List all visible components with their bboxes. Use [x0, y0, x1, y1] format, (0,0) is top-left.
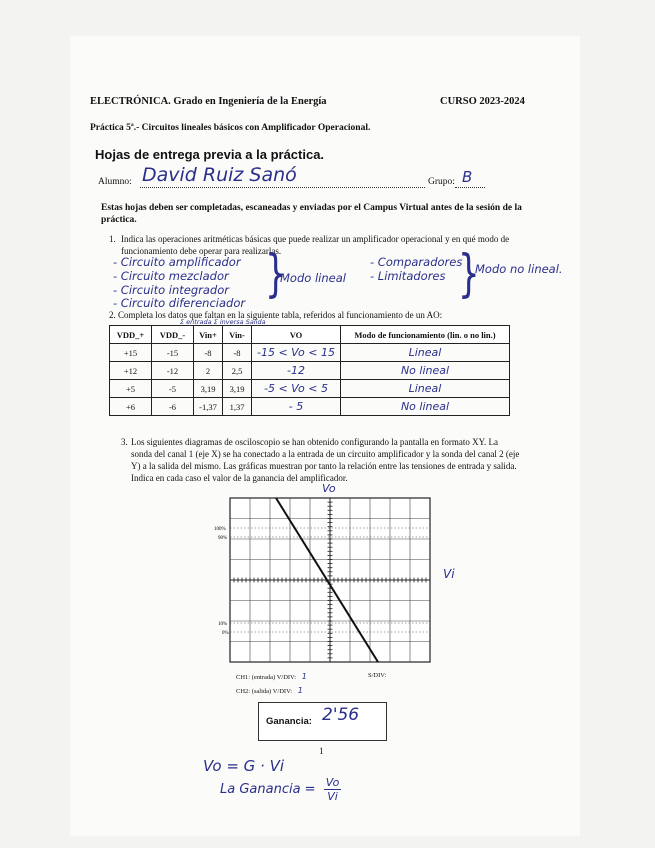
page-number: 1	[319, 746, 324, 756]
question-3	[121, 436, 521, 484]
linear-op-3: - Circuito integrador	[113, 283, 229, 297]
ch2-row	[236, 686, 303, 695]
table-cell: - 5	[252, 398, 341, 416]
formula-fraction	[324, 776, 342, 803]
question-3-number: 3.	[121, 437, 128, 447]
table-cell: +15	[110, 344, 152, 362]
instructions-paragraph: Estas hojas deben ser completadas, escaneadas y enviadas por el Campus Virtual antes de la sesión de la práctica.	[101, 203, 522, 225]
oscilloscope-screen	[214, 480, 478, 680]
ch1-vdiv-label: V/DIV:	[276, 674, 297, 681]
nonlinear-op-1: - Comparadores	[370, 255, 463, 269]
table-cell: 2,5	[223, 362, 252, 380]
question-2	[109, 310, 442, 320]
ch2-vdiv-label: V/DIV:	[272, 688, 293, 695]
ch1-vdiv-value: 1	[301, 672, 307, 681]
pct-0-label: 0%	[222, 631, 229, 636]
table-cell: -15	[152, 344, 194, 362]
question-3-text: Los siguientes diagramas de osciloscopio se han obtenido configurando la pantalla en formato XY. La sonda del canal 1 (eje X) se ha conectado a la entrada de un circuito amplificador y la sonda del canal 2 (eje Y) a la salida del mismo. Las gráficas muestran por tanto la relación entre las tensiones de entrada y salida. Indica en cada caso el valor de la ganancia del amplificador.	[131, 437, 520, 483]
col-vdd-plus: VDD_+	[110, 326, 152, 344]
formula-vo-equals: Vo = G · Vi	[203, 757, 285, 775]
course-year: CURSO 2023-2024	[440, 96, 525, 107]
scope-x-axis-label: Vi	[443, 567, 455, 581]
ao-data-table	[109, 325, 510, 416]
nonlinear-mode-label: Modo no lineal.	[475, 262, 563, 276]
linear-op-1: - Circuito amplificador	[113, 255, 241, 269]
table-cell: +5	[110, 380, 152, 398]
formula-numerator: Vo	[325, 776, 340, 789]
col-modo: Modo de funcionamiento (lin. o no lin.)	[341, 326, 510, 344]
gain-handwritten-value: 2'56	[322, 705, 360, 725]
formula-denominator: Vi	[327, 790, 338, 803]
table-cell: -1,37	[194, 398, 223, 416]
table-cell: -12	[252, 362, 341, 380]
ch1-label: CH1: (entrada)	[236, 674, 276, 681]
question-1-number: 1.	[109, 234, 116, 244]
linear-brace: }	[265, 244, 287, 304]
table-cell: Lineal	[341, 380, 510, 398]
table-handwritten-annotation: Σ entrada Σ inversa Salida	[180, 318, 266, 326]
col-vo: VO	[252, 326, 341, 344]
grupo-handwritten-value: B	[462, 168, 473, 186]
table-header-row	[110, 326, 510, 344]
table-cell: -8	[194, 344, 223, 362]
col-vin-minus: Vin-	[223, 326, 252, 344]
col-vin-plus: Vin+	[194, 326, 223, 344]
table-cell: -6	[152, 398, 194, 416]
scope-y-axis-label: Vo	[322, 482, 336, 495]
question-2-text: Completa los datos que faltan en la siguiente tabla, referidos al funcionamiento de un AO:	[118, 310, 443, 320]
table-cell: -8	[223, 344, 252, 362]
alumno-dotted-line	[140, 187, 425, 188]
pct-10-label: 10%	[218, 622, 228, 627]
table-cell: -5	[152, 380, 194, 398]
course-title: ELECTRÓNICA. Grado en Ingeniería de la Energía	[90, 96, 327, 107]
formula-gain	[220, 776, 341, 803]
linear-mode-label: Modo lineal	[280, 271, 346, 285]
ch2-label: CH2: (salida)	[236, 688, 272, 695]
alumno-label: Alumno:	[98, 177, 132, 187]
grupo-dotted-line	[455, 187, 485, 188]
question-1-text: Indica las operaciones aritméticas básicas que puede realizar un amplificador operacional y en qué modo de funcionamiento debe operar para realizarlas.	[121, 234, 510, 256]
gain-label: Ganancia:	[266, 716, 312, 727]
question-2-number: 2.	[109, 310, 116, 320]
sheet-title: Hojas de entrega previa a la práctica.	[95, 147, 325, 162]
table-cell: +6	[110, 398, 152, 416]
linear-op-2: - Circuito mezclador	[113, 269, 229, 283]
practice-title: Práctica 5ª.- Circuitos lineales básicos con Amplificador Operacional.	[90, 123, 371, 133]
table-row	[110, 344, 510, 362]
nonlinear-op-2: - Limitadores	[370, 269, 446, 283]
ch1-row	[236, 672, 307, 681]
table-cell: No lineal	[341, 398, 510, 416]
table-cell: 3,19	[194, 380, 223, 398]
table-cell: 1,37	[223, 398, 252, 416]
table-cell: 3,19	[223, 380, 252, 398]
table-row	[110, 380, 510, 398]
alumno-handwritten-name: David Ruiz Sanó	[142, 164, 297, 186]
ch2-vdiv-value: 1	[297, 686, 303, 695]
table-cell: Lineal	[341, 344, 510, 362]
table-cell: -12	[152, 362, 194, 380]
table-cell: 2	[194, 362, 223, 380]
grupo-label: Grupo:	[428, 177, 455, 187]
pct-90-label: 90%	[218, 536, 228, 541]
table-cell: -15 < Vo < 15	[252, 344, 341, 362]
nonlinear-brace: }	[458, 244, 480, 304]
table-cell: +12	[110, 362, 152, 380]
col-vdd-minus: VDD_-	[152, 326, 194, 344]
formula-gain-prefix: La Ganancia =	[220, 782, 316, 797]
linear-op-4: - Circuito diferenciador	[113, 296, 246, 310]
pct-100-label: 100%	[214, 527, 226, 532]
sdiv-label: S/DIV:	[368, 672, 387, 679]
table-cell: -5 < Vo < 5	[252, 380, 341, 398]
table-cell: No lineal	[341, 362, 510, 380]
table-row	[110, 362, 510, 380]
table-row	[110, 398, 510, 416]
